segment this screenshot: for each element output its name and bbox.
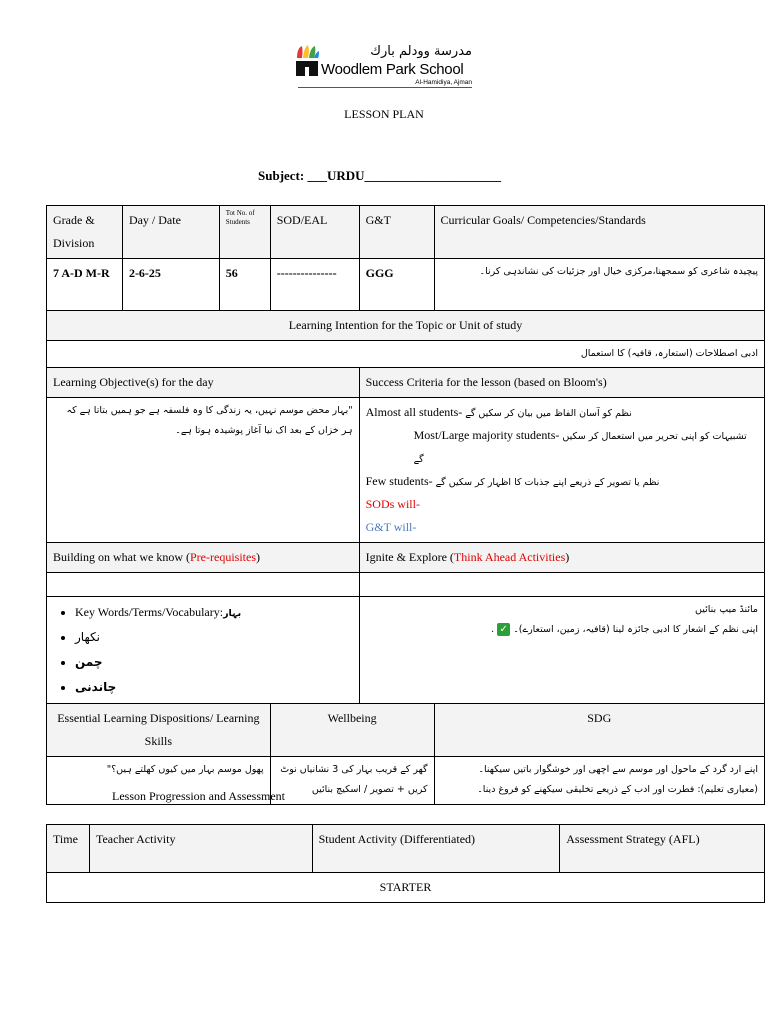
few-label: Few students- <box>365 474 433 488</box>
check-icon: ✓ <box>497 623 510 636</box>
success-label: Success Criteria for the lesson (based on Bloom's) <box>359 368 764 398</box>
gt-will: G&T will- <box>365 520 417 534</box>
starter-label: STARTER <box>47 873 765 903</box>
subject-label: Subject: <box>258 168 305 183</box>
progression-table <box>46 824 765 903</box>
keywords-row <box>47 597 765 704</box>
grade-header: Grade & Division <box>47 206 123 259</box>
ignite-label: Ignite & Explore (Think Ahead Activities) <box>359 543 764 573</box>
wellbeing-header: Wellbeing <box>270 704 434 757</box>
prerequisites-highlight: Pre-requisites <box>190 550 256 564</box>
wellbeing-value: گھر کے قریب بہار کی 3 نشانیاں نوٹ کریں + تصویر / اسکیچ بنائیں <box>270 757 434 805</box>
logo-divider <box>298 87 472 88</box>
almost-all-text: نظم کو آسان الفاظ میں بیان کر سکیں گے <box>465 408 632 419</box>
tot-students-value: 56 <box>219 259 270 311</box>
day-header: Day / Date <box>122 206 219 259</box>
teacher-activity-header: Teacher Activity <box>89 825 312 873</box>
school-logo-icon <box>294 44 320 78</box>
ignite-empty-content <box>359 573 764 597</box>
sdg-value: اپنے ارد گرد کے ماحول اور موسم سے اچھی اور خوشگوار باتیں سیکھنا۔ (معیاری تعلیم): فطرت اور ادب کے ذریعے تخلیقی سیکھنے کو فروغ دینا۔ <box>434 757 765 805</box>
time-header: Time <box>47 825 90 873</box>
think-ahead-highlight: Think Ahead Activities <box>453 550 566 564</box>
objectives-text: "بہار محض موسم نہیں، یہ زندگی کا وہ فلسفہ ہے جو ہمیں بتاتا ہے کہ ہر خزاں کے بعد اک نیا آغاز پوشیدہ ہوتا ہے۔ <box>47 398 360 543</box>
ignite-content <box>359 597 764 704</box>
goals-header: Curricular Goals/ Competencies/Standards <box>434 206 765 259</box>
gt-value: GGG <box>359 259 434 311</box>
bottom-header-row <box>47 704 765 757</box>
learning-intention-text: ادبی اصطلاحات (استعارہ، قافیہ) کا استعمال <box>47 341 765 368</box>
lesson-plan-table <box>46 205 765 805</box>
grade-value: 7 A-D M-R <box>47 259 123 311</box>
list-item: • چمن <box>75 650 353 675</box>
page-title: LESSON PLAN <box>344 107 424 121</box>
keywords-cell <box>47 597 360 704</box>
starter-row <box>47 873 765 903</box>
success-few <box>366 470 758 493</box>
values-row <box>47 259 765 311</box>
most-label: Most/Large majority students- <box>413 428 560 442</box>
sdg-header: SDG <box>434 704 765 757</box>
progression-header-row <box>47 825 765 873</box>
learning-intention-row <box>47 341 765 368</box>
sods-will: SODs will- <box>365 497 420 511</box>
dispositions-header: Essential Learning Dispositions/ Learning Skills <box>47 704 271 757</box>
goals-value: پیچیدہ شاعری کو سمجھنا،مرکزی خیال اور جزئیات کی نشاندہی کرنا۔ <box>434 259 765 311</box>
success-almost-all <box>366 401 758 424</box>
mind-map-text: مائنڈ میپ بنائیں <box>695 604 758 615</box>
prereq-empty-row <box>47 573 765 597</box>
prereq-header-row <box>47 543 765 573</box>
subject-line <box>258 168 501 184</box>
few-text: نظم یا تصویر کے ذریعے اپنے جذبات کا اظہار کر سکیں گے <box>435 477 660 488</box>
header-row <box>47 206 765 259</box>
list-item: • Key Words/Terms/Vocabulary:بہار <box>75 600 353 625</box>
list-item: • چاندنی <box>75 675 353 700</box>
school-logo <box>294 44 476 92</box>
school-name: Woodlem Park School <box>321 61 464 78</box>
success-criteria <box>359 398 764 543</box>
sod-header: SOD/EAL <box>270 206 359 259</box>
student-activity-header: Student Activity (Differentiated) <box>312 825 560 873</box>
objectives-label: Learning Objective(s) for the day <box>47 368 360 398</box>
almost-all-label: Almost all students- <box>365 405 463 419</box>
tot-students-header: Tot No. of Students <box>219 206 270 259</box>
school-location: Al-Hamidiya, Ajman <box>415 79 472 86</box>
progression-label: Lesson Progression and Assessment <box>112 789 285 803</box>
learning-intention-label: Learning Intention for the Topic or Unit of study <box>47 311 765 341</box>
gt-header: G&T <box>359 206 434 259</box>
success-most <box>366 424 758 470</box>
list-item: • نکھار <box>75 625 353 650</box>
objectives-header-row <box>47 368 765 398</box>
building-content <box>47 573 360 597</box>
day-value: 2-6-25 <box>122 259 219 311</box>
sod-value: --------------- <box>270 259 359 311</box>
ignite-task: اپنی نظم کے اشعار کا ادبی جائزہ لینا (قافیہ، زمین، استعارے)۔ ✓ . <box>491 624 758 635</box>
building-label: Building on what we know (Pre-requisites) <box>47 543 360 573</box>
most-text: تشبیہات کو اپنی تحریر میں استعمال کر سکیں گے <box>413 431 747 465</box>
school-name-arabic: مدرسة وودلم بارك <box>370 44 472 59</box>
subject-value: ___URDU_____________________ <box>307 168 502 183</box>
dispositions-value: پھول موسم بہار میں کیوں کھلتے ہیں؟" <box>47 757 271 805</box>
objectives-row <box>47 398 765 543</box>
learning-intention-header-row <box>47 311 765 341</box>
keywords-list <box>53 600 353 700</box>
assessment-header: Assessment Strategy (AFL) <box>560 825 765 873</box>
